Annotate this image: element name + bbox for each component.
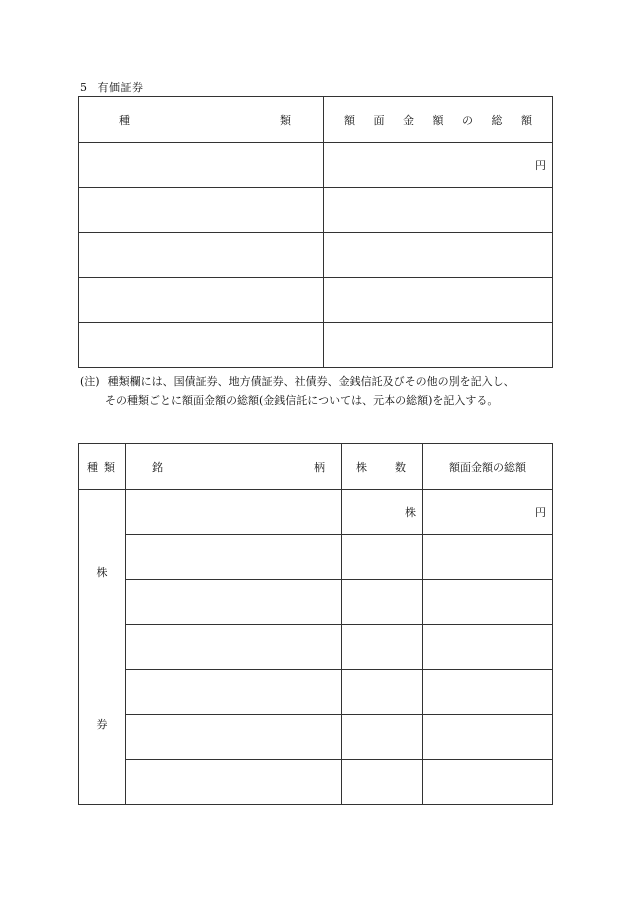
unit-shares: 株 bbox=[405, 506, 416, 519]
shares-input-cell[interactable] bbox=[342, 580, 423, 625]
header-kind: 種 類 bbox=[79, 444, 126, 490]
kind-input-cell[interactable] bbox=[79, 188, 324, 233]
amount-input-cell[interactable] bbox=[324, 188, 553, 233]
unit-yen: 円 bbox=[535, 506, 546, 519]
shares-input-cell[interactable] bbox=[342, 670, 423, 715]
table-row bbox=[79, 625, 553, 670]
table-row bbox=[79, 670, 553, 715]
table-row bbox=[79, 188, 553, 233]
table-row bbox=[79, 143, 553, 188]
shares-input-cell[interactable] bbox=[342, 490, 423, 535]
kind-label-certificate: 券 bbox=[96, 718, 108, 731]
amount-input-cell[interactable] bbox=[423, 760, 553, 805]
kind-input-cell[interactable] bbox=[79, 323, 324, 368]
header-brand: 銘 柄 bbox=[126, 444, 342, 490]
amount-input-cell[interactable] bbox=[324, 143, 553, 188]
table-row bbox=[79, 535, 553, 580]
brand-input-cell[interactable] bbox=[126, 490, 342, 535]
shares-input-cell[interactable] bbox=[342, 625, 423, 670]
table-row bbox=[79, 760, 553, 805]
section-heading bbox=[80, 79, 144, 95]
shares-input-cell[interactable] bbox=[342, 760, 423, 805]
header-shares: 株 数 bbox=[342, 444, 423, 490]
shares-input-cell[interactable] bbox=[342, 535, 423, 580]
shares-input-cell[interactable] bbox=[342, 715, 423, 760]
kind-stock-cell bbox=[79, 490, 126, 805]
table-row bbox=[79, 278, 553, 323]
header-face-value-total: 額 面 金 額 の 総 額 bbox=[324, 97, 553, 143]
note-block bbox=[80, 372, 515, 410]
kind-input-cell[interactable] bbox=[79, 278, 324, 323]
table-row bbox=[79, 715, 553, 760]
amount-input-cell[interactable] bbox=[423, 625, 553, 670]
note-tag: (注) bbox=[80, 375, 100, 388]
stock-detail-table bbox=[78, 443, 553, 805]
kind-label-stock: 株 bbox=[96, 566, 108, 579]
securities-summary-table bbox=[78, 96, 553, 368]
amount-input-cell[interactable] bbox=[423, 580, 553, 625]
header-face-value-total: 額面金額の総額 bbox=[423, 444, 553, 490]
brand-input-cell[interactable] bbox=[126, 760, 342, 805]
section-number: 5 bbox=[80, 81, 88, 94]
unit-yen: 円 bbox=[535, 159, 546, 172]
brand-input-cell[interactable] bbox=[126, 670, 342, 715]
kind-input-cell[interactable] bbox=[79, 143, 324, 188]
brand-input-cell[interactable] bbox=[126, 580, 342, 625]
brand-input-cell[interactable] bbox=[126, 715, 342, 760]
amount-input-cell[interactable] bbox=[324, 323, 553, 368]
header-kind: 種 類 bbox=[79, 97, 324, 143]
table-row bbox=[79, 580, 553, 625]
amount-input-cell[interactable] bbox=[423, 490, 553, 535]
table-header-row bbox=[79, 97, 553, 143]
brand-input-cell[interactable] bbox=[126, 625, 342, 670]
amount-input-cell[interactable] bbox=[423, 670, 553, 715]
amount-input-cell[interactable] bbox=[324, 278, 553, 323]
kind-input-cell[interactable] bbox=[79, 233, 324, 278]
amount-input-cell[interactable] bbox=[423, 715, 553, 760]
note-line-2: その種類ごとに額面金額の総額(金銭信託については、元本の総額)を記入する。 bbox=[105, 394, 499, 407]
table-header-row bbox=[79, 444, 553, 490]
table-row bbox=[79, 490, 553, 535]
amount-input-cell[interactable] bbox=[423, 535, 553, 580]
amount-input-cell[interactable] bbox=[324, 233, 553, 278]
note-line-1: 種類欄には、国債証券、地方債証券、社債券、金銭信託及びその他の別を記入し、 bbox=[107, 375, 515, 388]
table-row bbox=[79, 233, 553, 278]
brand-input-cell[interactable] bbox=[126, 535, 342, 580]
table-row bbox=[79, 323, 553, 368]
section-title: 有価証券 bbox=[97, 81, 144, 94]
